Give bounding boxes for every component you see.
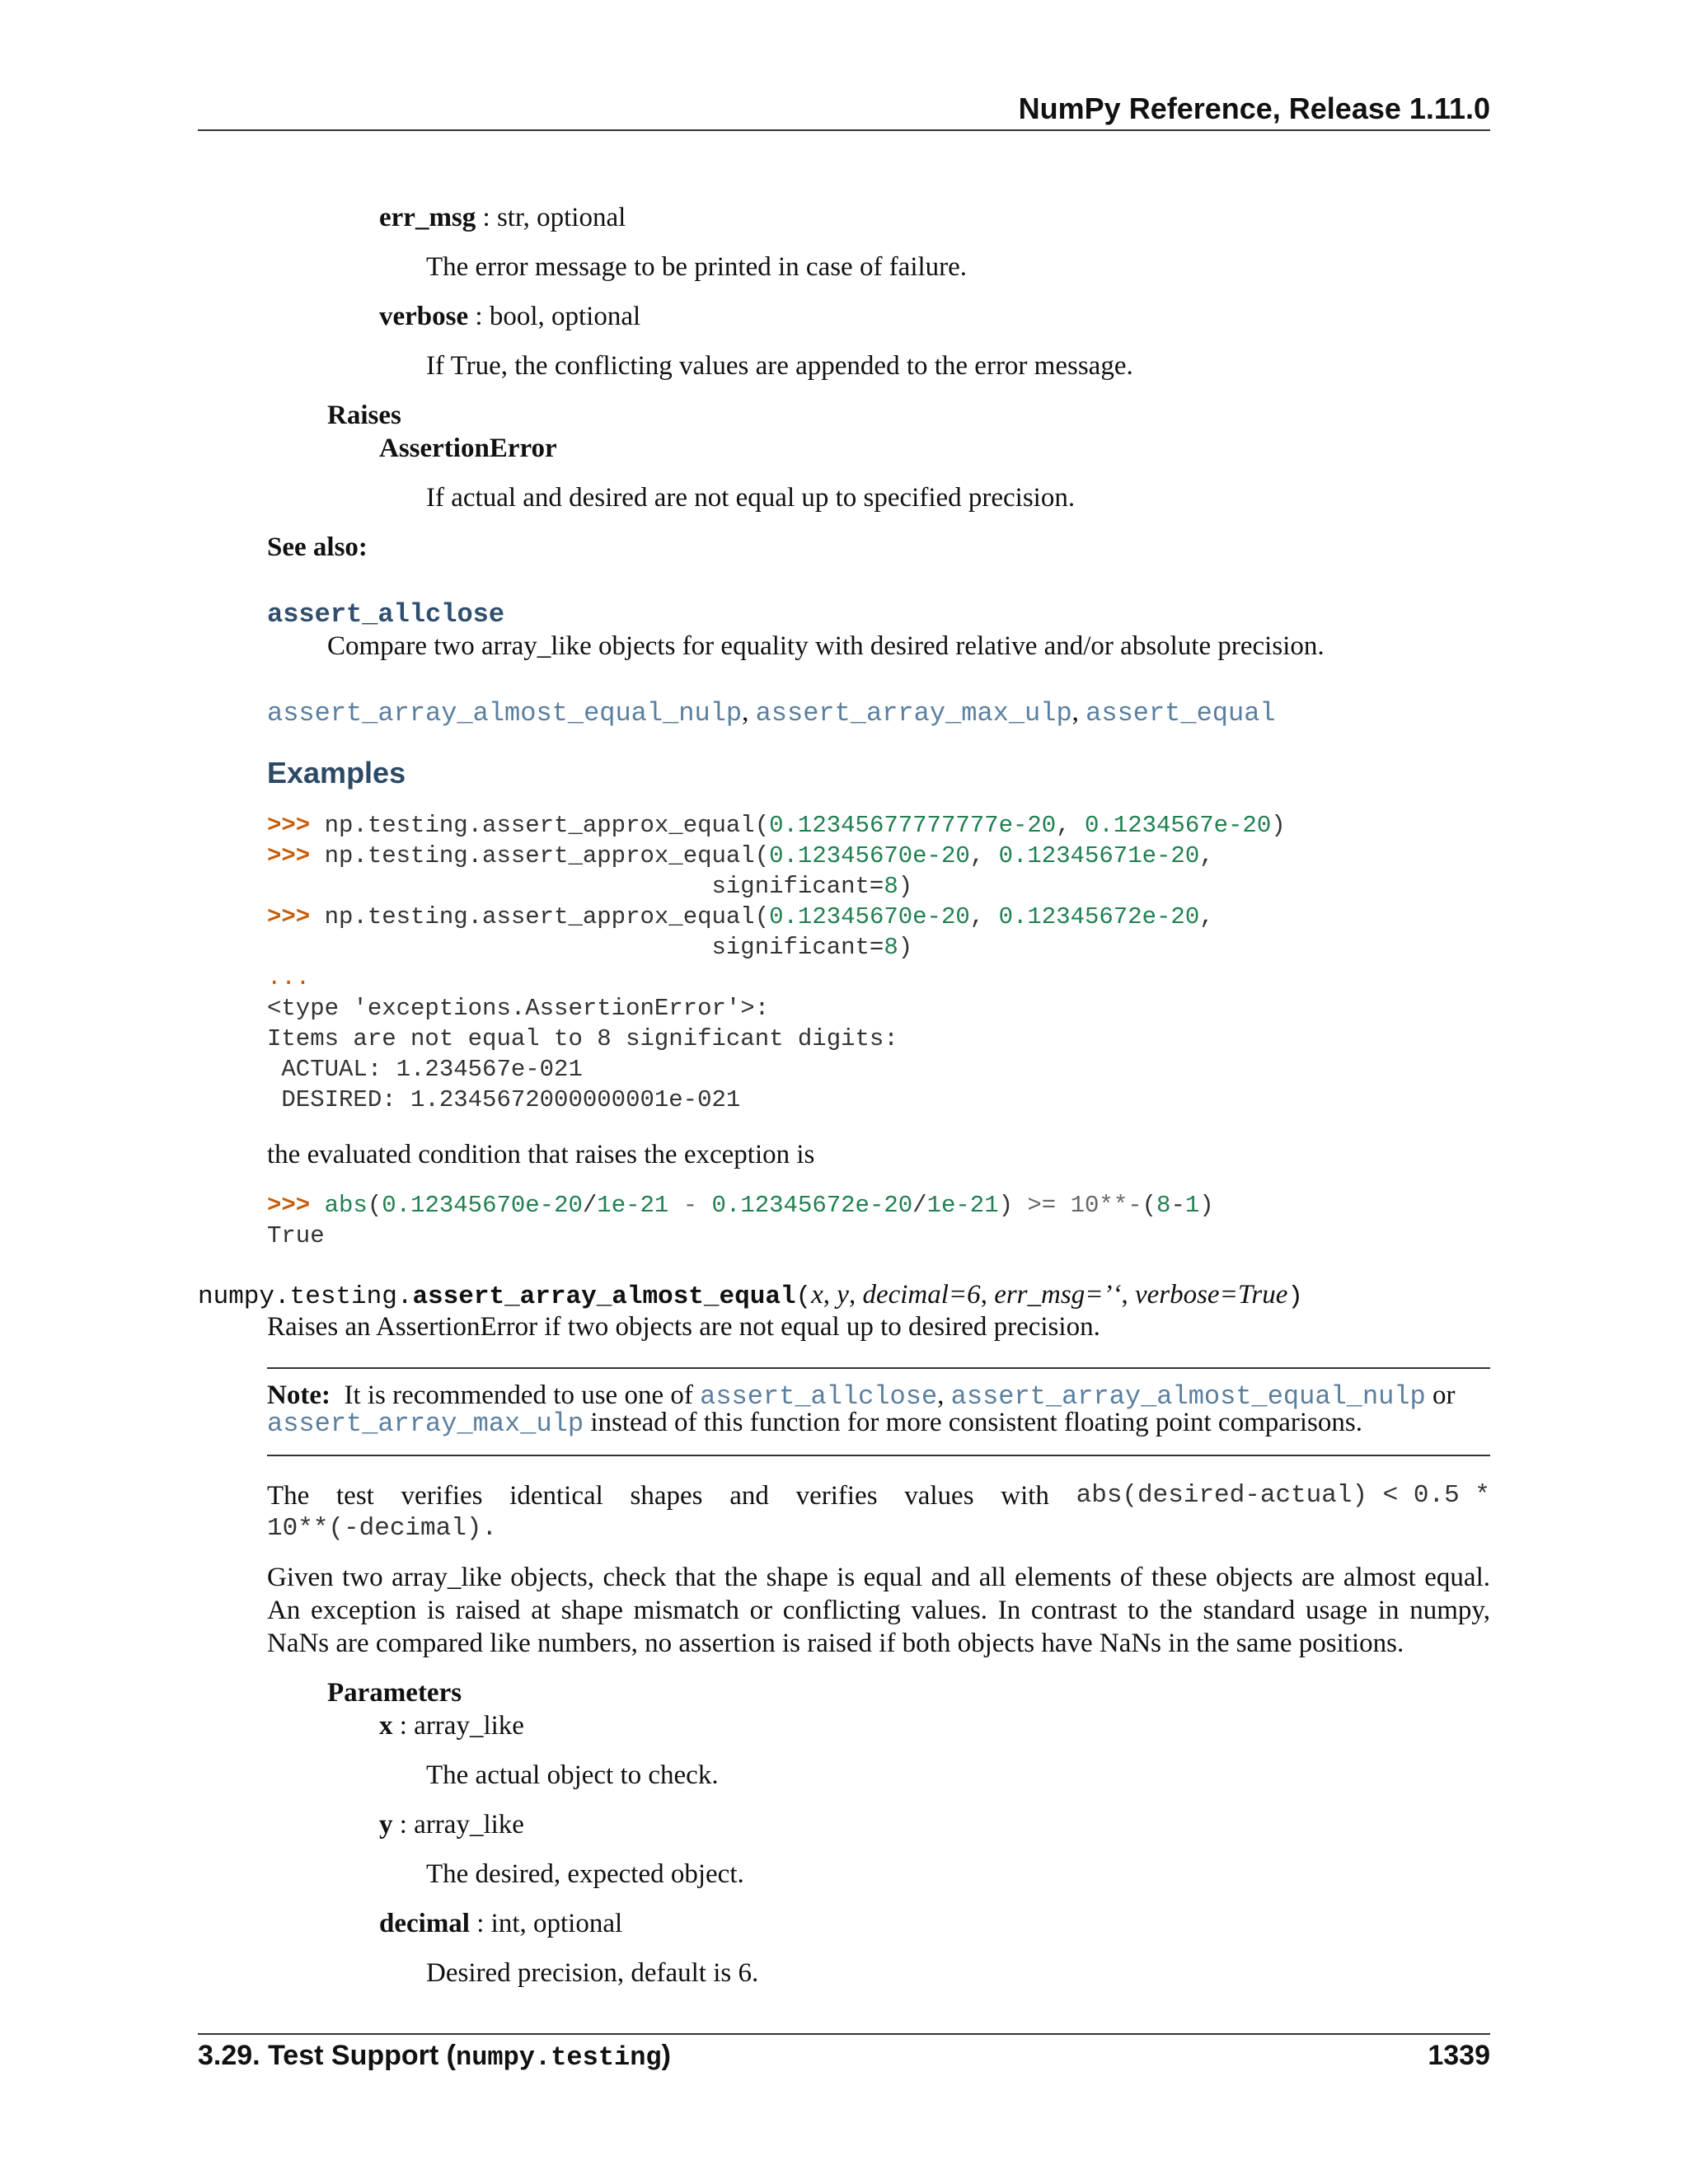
verify-paragraph-line-2: 10**(-decimal). <box>267 1514 498 1543</box>
note-line-2: assert_array_max_ulp instead of this function for more consistent floating point comparisons. <box>267 1408 1362 1439</box>
description-line: Given two array_like objects, check that the shape is equal and all elements of these objects are almost equal. <box>267 1563 1490 1592</box>
note-box <box>267 1367 1490 1456</box>
page-number: 1339 <box>1428 2040 1490 2071</box>
param-decimal: decimal : int, optional <box>379 1909 623 1938</box>
param-type: str, optional <box>496 203 626 232</box>
code-output: <type 'exceptions.AssertionError'>: <box>267 995 770 1022</box>
see-also-links: assert_array_almost_equal_nulp, assert_array_max_ulp, assert_equal <box>267 697 1276 729</box>
param-desc: The desired, expected object. <box>426 1859 744 1889</box>
see-also-heading: See also: <box>267 532 368 562</box>
examples-heading: Examples <box>267 756 406 790</box>
code-output: DESIRED: 1.2345672000000001e-021 <box>267 1086 741 1113</box>
function-summary: Raises an AssertionError if two objects are not equal up to desired precision. <box>267 1312 1100 1342</box>
raises-name: AssertionError <box>379 434 557 463</box>
running-header: NumPy Reference, Release 1.11.0 <box>1018 91 1490 125</box>
code-line: >>> np.testing.assert_approx_equal(0.12345677777777e-20, 0.1234567e-20) <box>267 812 1286 839</box>
code-line: ... <box>267 964 311 991</box>
note-label: Note: <box>267 1380 331 1410</box>
param-desc: If True, the conflicting values are appended to the error message. <box>426 351 1133 381</box>
raises-heading: Raises <box>327 401 401 430</box>
param-name: verbose <box>379 302 469 331</box>
link-assert-array-max-ulp[interactable]: assert_array_max_ulp <box>267 1408 584 1439</box>
xref-assert-allclose[interactable]: assert_allclose <box>267 599 505 630</box>
description-line: NaNs are compared like numbers, no assertion is raised if both objects have NaNs in the same positions. <box>267 1629 1404 1658</box>
link-assert-array-max-ulp[interactable]: assert_array_max_ulp <box>755 698 1072 729</box>
function-module: numpy.testing. <box>198 1282 413 1311</box>
param-desc: The actual object to check. <box>426 1760 719 1790</box>
code-line: >>> np.testing.assert_approx_equal(0.12345670e-20, 0.12345671e-20, <box>267 842 1214 869</box>
param-type: array_like <box>414 1711 524 1741</box>
param-y: y : array_like <box>379 1810 524 1840</box>
raises-desc: If actual and desired are not equal up to specified precision. <box>426 483 1076 513</box>
param-type: bool, optional <box>489 302 641 331</box>
function-name: assert_array_almost_equal <box>412 1282 796 1311</box>
param-name: decimal <box>379 1909 470 1938</box>
see-also-primary[interactable] <box>267 597 504 631</box>
link-assert-array-almost-equal-nulp[interactable]: assert_array_almost_equal_nulp <box>950 1381 1426 1412</box>
parameters-heading: Parameters <box>327 1678 462 1708</box>
param-desc: Desired precision, default is 6. <box>426 1958 759 1988</box>
verify-paragraph-line-1: The test verifies identical shapes and verifies values with abs(desired-actual) < 0.5 * <box>267 1481 1490 1511</box>
code-output: ACTUAL: 1.234567e-021 <box>267 1056 583 1083</box>
footer-rule <box>198 2033 1490 2035</box>
link-assert-array-almost-equal-nulp[interactable]: assert_array_almost_equal_nulp <box>267 698 743 729</box>
see-also-primary-desc: Compare two array_like objects for equality with desired relative and/or absolute precision. <box>327 631 1325 661</box>
param-type: int, optional <box>490 1909 623 1938</box>
param-x: x : array_like <box>379 1711 524 1741</box>
header-rule <box>198 129 1490 131</box>
code-line: significant=8) <box>711 934 913 961</box>
footer-section: 3.29. Test Support (numpy.testing) <box>198 2040 671 2073</box>
link-assert-equal[interactable]: assert_equal <box>1085 698 1276 729</box>
param-verbose: verbose : bool, optional <box>379 302 641 331</box>
param-type: array_like <box>414 1810 524 1840</box>
param-name: x <box>379 1711 393 1741</box>
function-signature: numpy.testing.assert_array_almost_equal(x, y, decimal=6, err_msg=’‘, verbose=True) <box>198 1280 1303 1311</box>
param-name: y <box>379 1810 393 1840</box>
condition-text: the evaluated condition that raises the exception is <box>267 1140 815 1169</box>
code-line: significant=8) <box>711 873 913 900</box>
code-block-condition <box>267 1190 1214 1251</box>
code-output: Items are not equal to 8 significant digits: <box>267 1025 898 1052</box>
param-name: err_msg <box>379 203 476 232</box>
code-block-examples <box>267 810 1286 1115</box>
code-line: >>> abs(0.12345670e-20/1e-21 - 0.12345672e-20/1e-21) >= 10**-(8-1) <box>267 1192 1214 1219</box>
note-line-1: Note: It is recommended to use one of assert_allclose, assert_array_almost_equal_nulp or <box>267 1380 1456 1412</box>
description-line: An exception is raised at shape mismatch or conflicting values. In contrast to the standard usage in numpy, <box>267 1596 1490 1625</box>
param-desc: The error message to be printed in case of failure. <box>426 252 968 282</box>
link-assert-allclose[interactable]: assert_allclose <box>700 1381 938 1412</box>
code-line: >>> np.testing.assert_approx_equal(0.12345670e-20, 0.12345672e-20, <box>267 903 1214 930</box>
code-output: True <box>267 1222 325 1249</box>
param-err-msg: err_msg : str, optional <box>379 203 626 232</box>
